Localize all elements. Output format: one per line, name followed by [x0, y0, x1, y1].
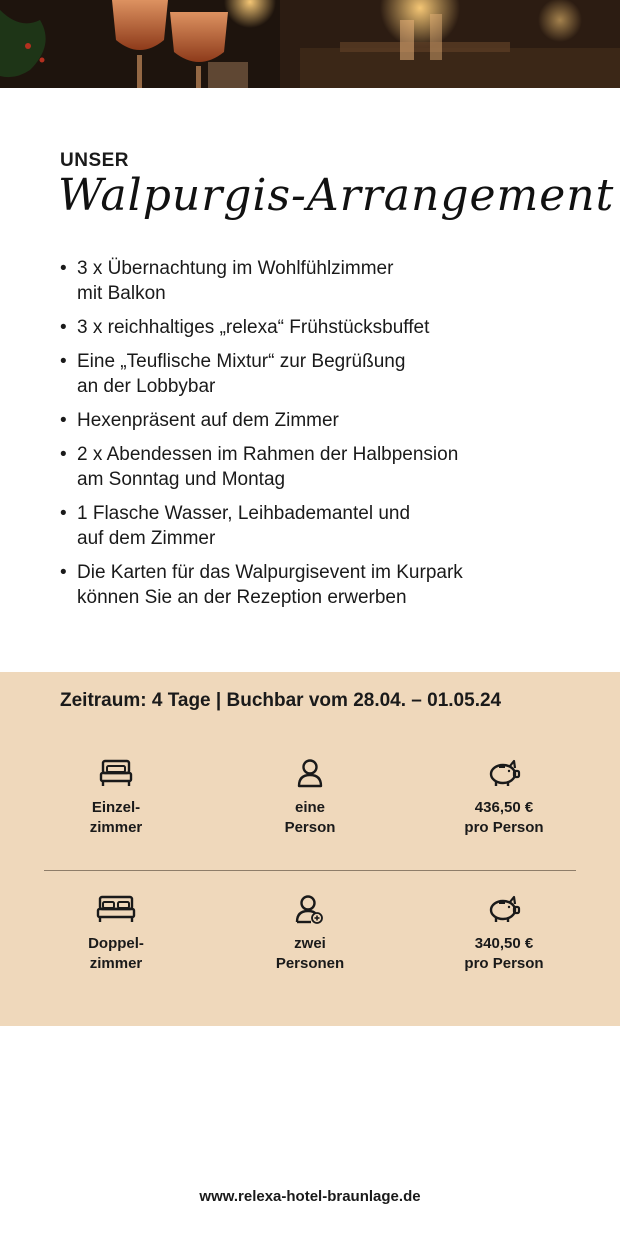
persons-cell: [230, 758, 390, 838]
room-type-cell: [36, 758, 196, 838]
room-type-label: Einzel- zimmer: [89, 799, 143, 836]
list-item-line1: Hexenpräsent auf dem Zimmer: [77, 410, 339, 431]
price-label: 436,50 € pro Person: [464, 799, 544, 836]
list-item: [60, 560, 570, 610]
bullet: •: [60, 444, 67, 465]
pricing-row-double: [0, 894, 620, 1014]
bullet: •: [60, 258, 67, 279]
bullet: •: [60, 410, 67, 431]
list-item: [60, 501, 570, 551]
person-add-icon: [295, 894, 325, 924]
price-label: 340,50 € pro Person: [464, 935, 544, 972]
bullet: •: [60, 503, 67, 524]
persons-label: eine Person: [284, 799, 336, 836]
bullet: •: [60, 317, 67, 338]
list-item-line2: mit Balkon: [77, 283, 166, 304]
feature-list: [60, 256, 570, 619]
list-item: [60, 349, 570, 399]
persons-cell: [230, 894, 390, 974]
list-item-line1: 1 Flasche Wasser, Leihbademantel und: [77, 503, 411, 524]
list-item-line2: können Sie an der Rezeption erwerben: [77, 587, 407, 608]
room-type-label: Doppel- zimmer: [88, 935, 144, 972]
person-icon: [296, 758, 324, 788]
list-item-line1: 3 x reichhaltiges „relexa“ Frühstücksbuffet: [77, 317, 430, 338]
list-item: [60, 442, 570, 492]
price-cell: [424, 894, 584, 974]
booking-period: Zeitraum: 4 Tage | Buchbar vom 28.04. – 01.05.24: [60, 690, 502, 711]
website-link[interactable]: www.relexa-hotel-braunlage.de: [199, 1188, 421, 1205]
hero-image: [0, 0, 620, 88]
double-bed-icon: [96, 894, 136, 924]
list-item: [60, 256, 570, 306]
piggy-bank-icon: [486, 758, 522, 788]
list-item-line1: 3 x Übernachtung im Wohlfühlzimmer: [77, 258, 394, 279]
room-type-cell: [36, 894, 196, 974]
price-cell: [424, 758, 584, 838]
persons-label: zwei Personen: [275, 935, 345, 972]
list-item-line1: Eine „Teuflische Mixtur“ zur Begrüßung: [77, 351, 406, 372]
intro-label: UNSER: [60, 150, 130, 171]
piggy-bank-icon: [486, 894, 522, 924]
bullet: •: [60, 351, 67, 372]
divider: [44, 870, 576, 871]
page-title: Walpurgis-Arrangement: [58, 170, 615, 221]
pricing-panel: [0, 672, 620, 1026]
single-bed-icon: [99, 758, 133, 788]
hero-drinks-illustration: [0, 0, 620, 88]
bullet: •: [60, 562, 67, 583]
list-item: [60, 315, 570, 340]
list-item: [60, 408, 570, 433]
list-item-line1: Die Karten für das Walpurgisevent im Kurpark: [77, 562, 463, 583]
list-item-line2: an der Lobbybar: [77, 376, 216, 397]
list-item-line2: auf dem Zimmer: [77, 528, 216, 549]
list-item-line2: am Sonntag und Montag: [77, 469, 286, 490]
pricing-row-single: [0, 758, 620, 878]
list-item-line1: 2 x Abendessen im Rahmen der Halbpension: [77, 444, 459, 465]
